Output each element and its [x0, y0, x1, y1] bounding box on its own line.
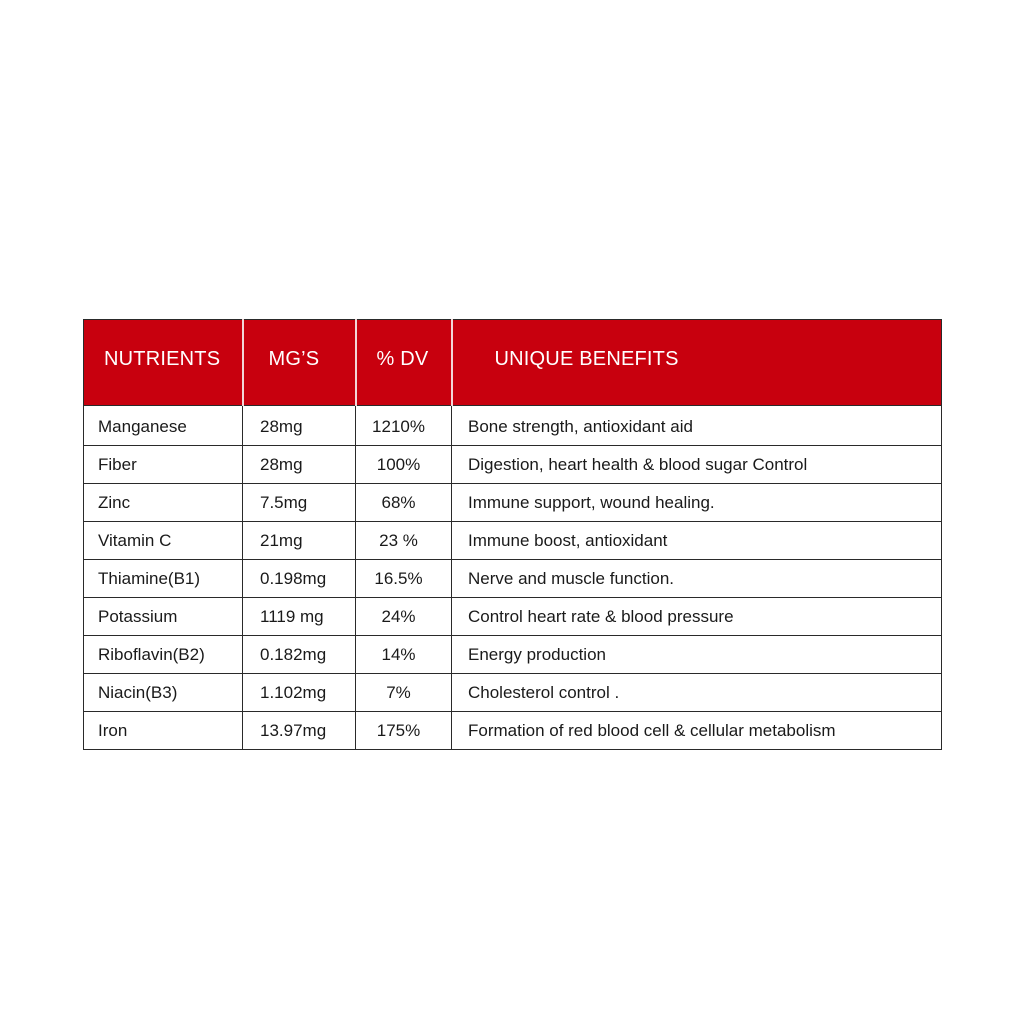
nutrient-name: Niacin(B3)	[84, 674, 243, 712]
nutrient-daily-value: 175%	[356, 712, 452, 750]
table-header-row	[84, 320, 942, 406]
table-row	[84, 674, 942, 712]
nutrient-amount: 0.182mg	[243, 636, 356, 674]
nutrient-name: Iron	[84, 712, 243, 750]
table-row	[84, 712, 942, 750]
nutrition-table	[83, 319, 942, 750]
nutrient-amount: 28mg	[243, 406, 356, 446]
table-body	[84, 406, 942, 750]
nutrient-name: Riboflavin(B2)	[84, 636, 243, 674]
nutrient-amount: 0.198mg	[243, 560, 356, 598]
table-row	[84, 406, 942, 446]
nutrient-name: Vitamin C	[84, 522, 243, 560]
nutrient-daily-value: 24%	[356, 598, 452, 636]
nutrient-amount: 7.5mg	[243, 484, 356, 522]
table-row	[84, 598, 942, 636]
nutrient-amount: 28mg	[243, 446, 356, 484]
nutrient-amount: 13.97mg	[243, 712, 356, 750]
nutrient-daily-value: 23 %	[356, 522, 452, 560]
nutrient-name: Potassium	[84, 598, 243, 636]
nutrient-daily-value: 16.5%	[356, 560, 452, 598]
table-row	[84, 522, 942, 560]
nutrient-benefit: Digestion, heart health & blood sugar Control	[452, 446, 942, 484]
nutrient-daily-value: 7%	[356, 674, 452, 712]
nutrient-name: Fiber	[84, 446, 243, 484]
nutrient-name: Manganese	[84, 406, 243, 446]
nutrient-daily-value: 100%	[356, 446, 452, 484]
nutrient-benefit: Control heart rate & blood pressure	[452, 598, 942, 636]
nutrient-daily-value: 14%	[356, 636, 452, 674]
nutrient-daily-value: 68%	[356, 484, 452, 522]
nutrient-benefit: Nerve and muscle function.	[452, 560, 942, 598]
nutrition-table-container	[83, 319, 941, 750]
header-mgs: MG’S	[243, 320, 356, 406]
nutrient-name: Zinc	[84, 484, 243, 522]
nutrient-benefit: Immune support, wound healing.	[452, 484, 942, 522]
nutrient-benefit: Formation of red blood cell & cellular metabolism	[452, 712, 942, 750]
header-benefits: UNIQUE BENEFITS	[452, 320, 942, 406]
nutrient-amount: 21mg	[243, 522, 356, 560]
nutrient-benefit: Energy production	[452, 636, 942, 674]
nutrient-benefit: Immune boost, antioxidant	[452, 522, 942, 560]
nutrient-amount: 1119 mg	[243, 598, 356, 636]
table-row	[84, 446, 942, 484]
nutrient-benefit: Bone strength, antioxidant aid	[452, 406, 942, 446]
nutrient-name: Thiamine(B1)	[84, 560, 243, 598]
nutrient-daily-value: 1210%	[356, 406, 452, 446]
table-row	[84, 636, 942, 674]
table-row	[84, 560, 942, 598]
table-row	[84, 484, 942, 522]
header-dv: % DV	[356, 320, 452, 406]
nutrient-benefit: Cholesterol control .	[452, 674, 942, 712]
nutrient-amount: 1.102mg	[243, 674, 356, 712]
header-nutrients: NUTRIENTS	[84, 320, 243, 406]
